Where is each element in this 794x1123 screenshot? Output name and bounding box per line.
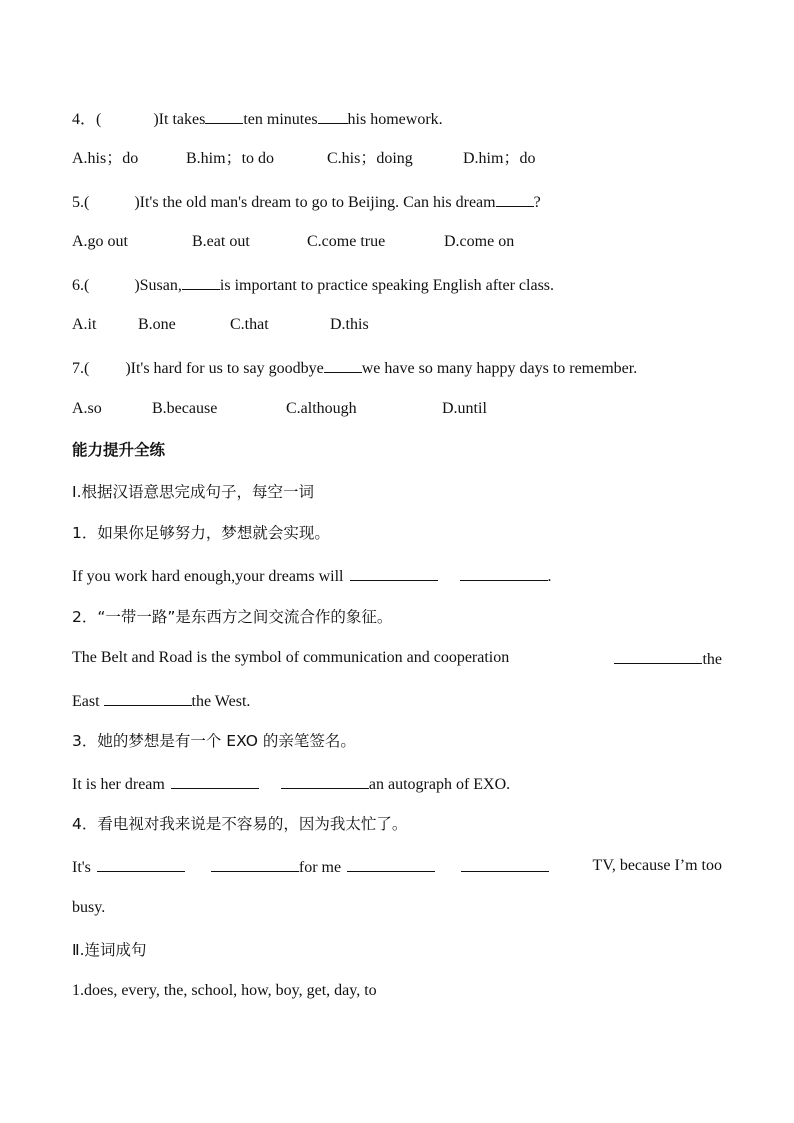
sentence-text: TV, because I’m too: [592, 857, 722, 874]
part-1-item-2-sentence-cont: [72, 689, 722, 713]
answer-blank[interactable]: [347, 855, 435, 872]
part-1-item-1-sentence: [72, 564, 722, 588]
option-b[interactable]: B.because: [152, 400, 218, 417]
part-1-item-3-prompt: 3．她的梦想是有一个 EXO 的亲笔签名。: [72, 732, 356, 750]
answer-blank[interactable]: [496, 190, 534, 207]
option-b[interactable]: B.him；to do: [186, 150, 275, 167]
question-text: )It takes: [153, 111, 206, 128]
sentence-text: the West.: [191, 693, 251, 710]
question-6: [72, 273, 722, 297]
question-5-options: [72, 231, 722, 253]
answer-blank[interactable]: [104, 689, 192, 706]
answer-blank[interactable]: [461, 855, 549, 872]
answer-blank[interactable]: [324, 356, 362, 373]
option-d[interactable]: D.this: [330, 316, 369, 333]
option-a[interactable]: A.go out: [72, 233, 128, 250]
question-text: his homework.: [347, 111, 443, 128]
question-text: ?: [533, 194, 541, 211]
sentence-text: the: [702, 651, 722, 668]
part-1-item-3-sentence: [72, 772, 722, 796]
question-number: 4．(: [72, 111, 102, 128]
sentence-text: It's: [72, 859, 91, 876]
option-c[interactable]: C.his；doing: [327, 150, 413, 167]
question-number: 5.(: [72, 194, 90, 211]
question-text: we have so many happy days to remember.: [361, 360, 638, 377]
answer-blank[interactable]: [614, 647, 702, 664]
question-4-options: [72, 148, 722, 170]
option-a[interactable]: A.his；do: [72, 150, 139, 167]
question-number: 7.(: [72, 360, 90, 377]
question-text: ten minutes: [243, 111, 318, 128]
question-6-options: [72, 314, 722, 336]
answer-blank[interactable]: [460, 564, 548, 581]
question-text: is important to practice speaking English after class.: [219, 277, 555, 294]
part-2-title: Ⅱ.连词成句: [72, 941, 147, 959]
option-a[interactable]: A.so: [72, 400, 102, 417]
answer-blank[interactable]: [205, 107, 243, 124]
answer-blank[interactable]: [182, 273, 220, 290]
sentence-text: for me: [298, 859, 342, 876]
part-1-item-4-sentence: [72, 855, 722, 879]
question-5: [72, 190, 722, 214]
sentence-text: .: [547, 568, 552, 585]
sentence-text: If you work hard enough,your dreams will: [72, 568, 344, 585]
sentence-tail: [614, 647, 722, 671]
option-b[interactable]: B.eat out: [192, 233, 250, 250]
question-number: 6.(: [72, 277, 90, 294]
part-1-item-4-prompt: 4．看电视对我来说是不容易的，因为我太忙了。: [72, 815, 408, 833]
option-d[interactable]: D.until: [442, 400, 487, 417]
option-d[interactable]: D.come on: [444, 233, 515, 250]
question-text: )It's the old man's dream to go to Beijing. Can his dream: [134, 194, 496, 211]
part-1-item-2-prompt: 2．“一带一路”是东西方之间交流合作的象征。: [72, 608, 393, 626]
sentence-text: an autograph of EXO.: [368, 776, 511, 793]
question-7-options: [72, 398, 722, 420]
option-d[interactable]: D.him；do: [463, 150, 536, 167]
part-1-item-1-prompt: 1．如果你足够努力，梦想就会实现。: [72, 524, 330, 542]
answer-blank[interactable]: [350, 564, 438, 581]
part-1-item-2-sentence: [72, 647, 722, 671]
answer-blank[interactable]: [281, 772, 369, 789]
option-c[interactable]: C.that: [230, 316, 269, 333]
option-c[interactable]: C.come true: [307, 233, 386, 250]
sentence-text: The Belt and Road is the symbol of communication and cooperation: [72, 649, 510, 666]
sentence-text: East: [72, 693, 100, 710]
part-1-title: Ⅰ.根据汉语意思完成句子，每空一词: [72, 483, 314, 501]
answer-blank[interactable]: [318, 107, 348, 124]
question-4: [72, 107, 722, 131]
part-1-item-4-sentence-cont: busy.: [72, 899, 106, 916]
answer-blank[interactable]: [97, 855, 185, 872]
option-c[interactable]: C.although: [286, 400, 357, 417]
question-7: [72, 356, 722, 380]
option-a[interactable]: A.it: [72, 316, 97, 333]
question-text: )Susan,: [134, 277, 182, 294]
sentence-text: It is her dream: [72, 776, 165, 793]
part-2-item-1: 1.does, every, the, school, how, boy, get, day, to: [72, 982, 377, 999]
section-heading: 能力提升全练: [72, 441, 166, 459]
sentence-head: [72, 855, 549, 879]
question-text: )It's hard for us to say goodbye: [125, 360, 324, 377]
option-b[interactable]: B.one: [138, 316, 176, 333]
answer-blank[interactable]: [171, 772, 259, 789]
answer-blank[interactable]: [211, 855, 299, 872]
